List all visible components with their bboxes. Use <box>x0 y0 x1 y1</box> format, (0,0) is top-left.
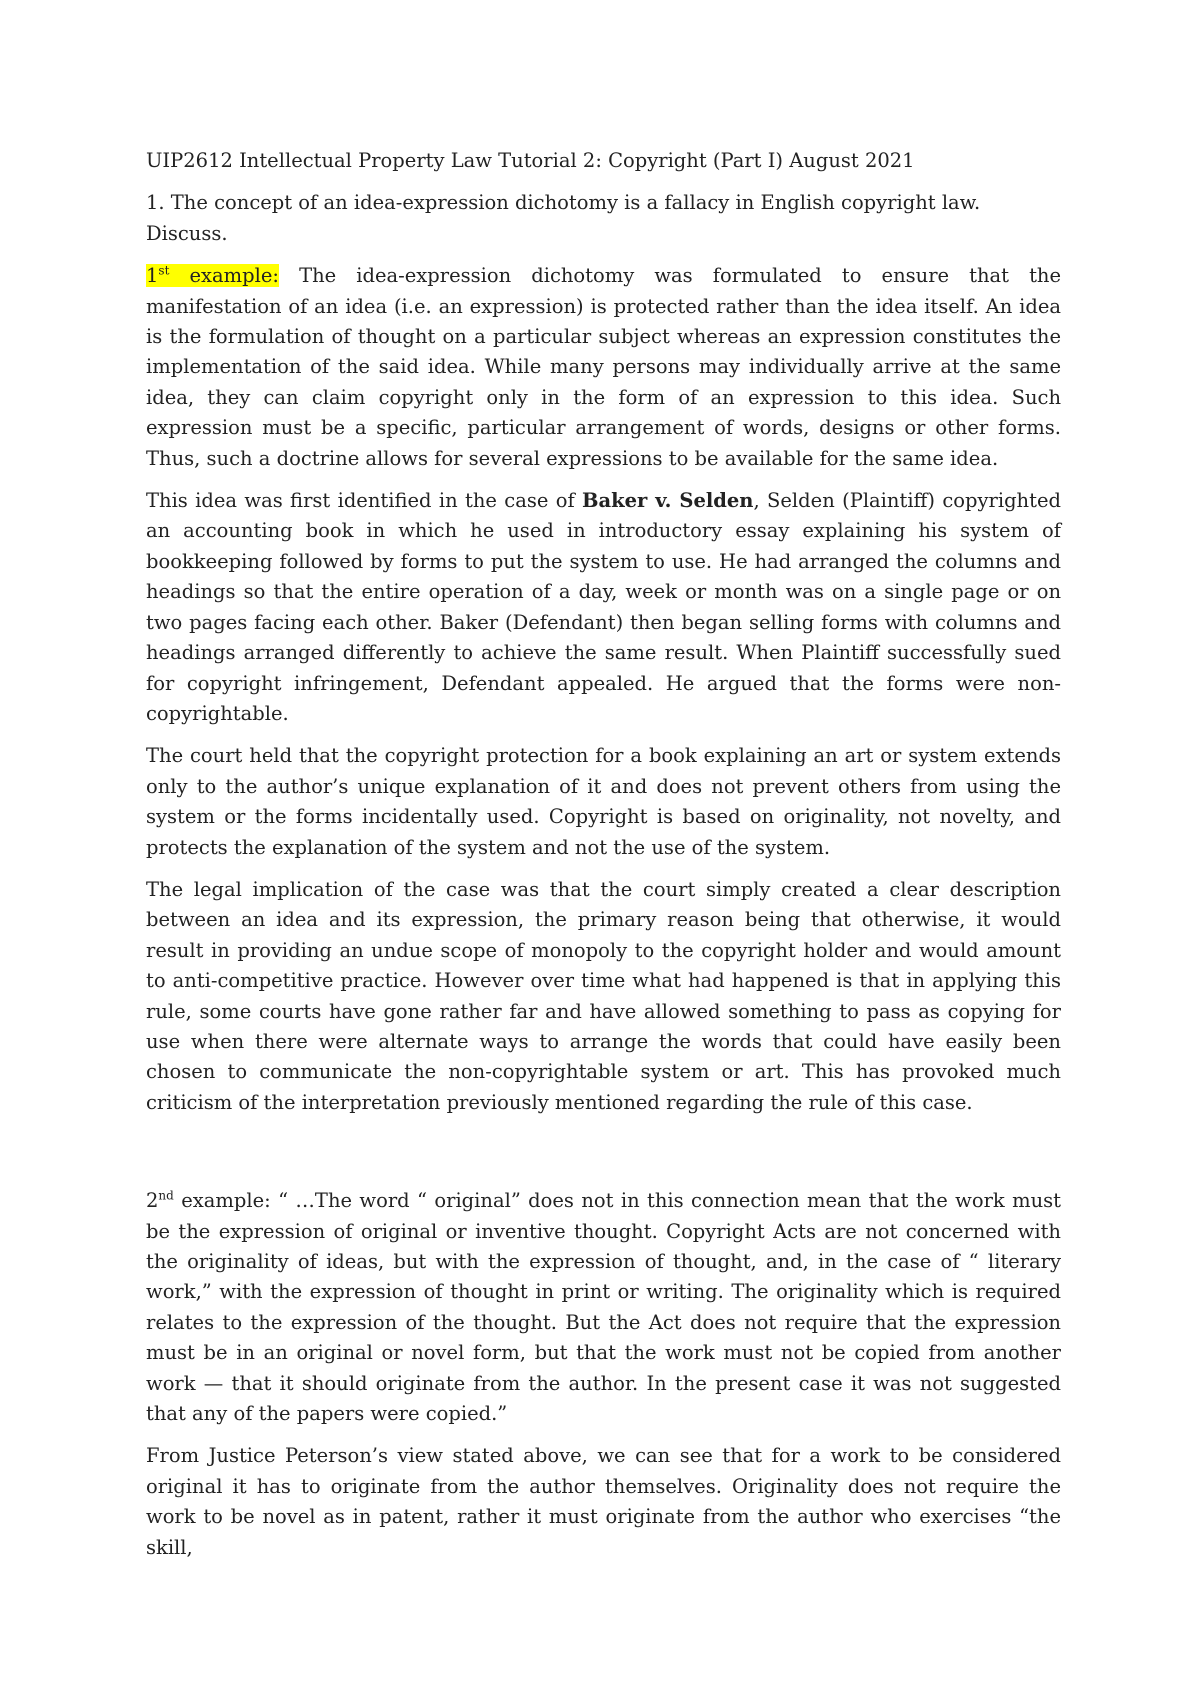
court-holding-paragraph: The court held that the copyright protection for a book explaining an art or system extends only to the author’s unique explanation of it and does not prevent others from using the system or the forms incidentally used. Copyright is based on originality, not novelty, and protects the explanation of the system and not the use of the system. <box>146 744 1061 859</box>
justice-peterson-paragraph: From Justice Peterson’s view stated above, we can see that for a work to be considered original it has to originate from the author themselves. Originality does not require the work to be novel as in patent, rather it must originate from the author who exercises “the skill, <box>146 1444 1061 1559</box>
baker-v-selden-paragraph <box>146 486 1061 729</box>
example-1-paragraph <box>146 261 1061 474</box>
example-1-superscript: st <box>158 263 170 278</box>
example-1-highlighted-label <box>146 264 279 287</box>
discussion-question: 1. The concept of an idea-expression dichotomy is a fallacy in English copyright law. Discuss. <box>146 191 981 245</box>
document-title: UIP2612 Intellectual Property Law Tutorial 2: Copyright (Part I) August 2021 <box>146 149 915 172</box>
example-2-number: 2 <box>146 1189 159 1213</box>
legal-implication-paragraph: The legal implication of the case was that the court simply created a clear description between an idea and its expression, the primary reason being that otherwise, it would result in providing an undue scope of monopoly to the copyright holder and would amount to anti-competitive practice. However over time what had happened is that in applying this rule, some courts have gone rather far and have allowed something to pass as copying for use when there were alternate ways to arrange the words that could have easily been chosen to communicate the non-copyrightable system or art. This has provoked much criticism of the interpretation previously mentioned regarding the rule of this case. <box>146 877 1061 1114</box>
baker-intro: This idea was first identified in the case of <box>146 489 583 513</box>
blank-line <box>146 1130 1061 1186</box>
example-2-paragraph <box>146 1186 1061 1429</box>
example-1-number: 1 <box>146 264 159 288</box>
case-name: Baker v. Selden <box>582 489 754 513</box>
example-1-text: The idea-expression dichotomy was formulated to ensure that the manifestation of an idea (i.e. an expression) is protected rather than the idea itself. An idea is the formulation of thought on a particular subject whereas an expression constitutes the implementation of the said idea. While many persons may individually arrive at the same idea, they can claim copyright only in the form of an expression to this idea. Such expression must be a specific, particular arrangement of words, designs or other forms. Thus, such a doctrine allows for several expressions to be available for the same idea. <box>146 264 1062 470</box>
example-2-superscript: nd <box>158 1188 174 1203</box>
example-1-label: example: <box>169 264 279 288</box>
example-2-text: example: “ …The word “ original” does not in this connection mean that the work must be the expression of original or inventive thought. Copyright Acts are not concerned with the originality of ideas, but with the expression of thought, and, in the case of “ literary work,” with the expression of thought in print or writing. The originality which is required relates to the expression of the thought. But the Act does not require that the expression must be in an original or novel form, but that the work must not be copied from another work — that it should originate from the author. In the present case it was not suggested that any of the papers were copied.” <box>146 1189 1061 1426</box>
baker-text: , Selden (Plaintiff) copyrighted an accounting book in which he used in introductory essay explaining his system of bookkeeping followed by forms to put the system to use. He had arranged the columns and headings so that the entire operation of a day, week or month was on a single page or on two pages facing each other. Baker (Defendant) then began selling forms with columns and headings arranged differently to achieve the same result. When Plaintiff successfully sued for copyright infringement, Defendant appealed. He argued that the forms were non-copyrightable. <box>146 489 1061 725</box>
document-page <box>146 146 1061 1575</box>
